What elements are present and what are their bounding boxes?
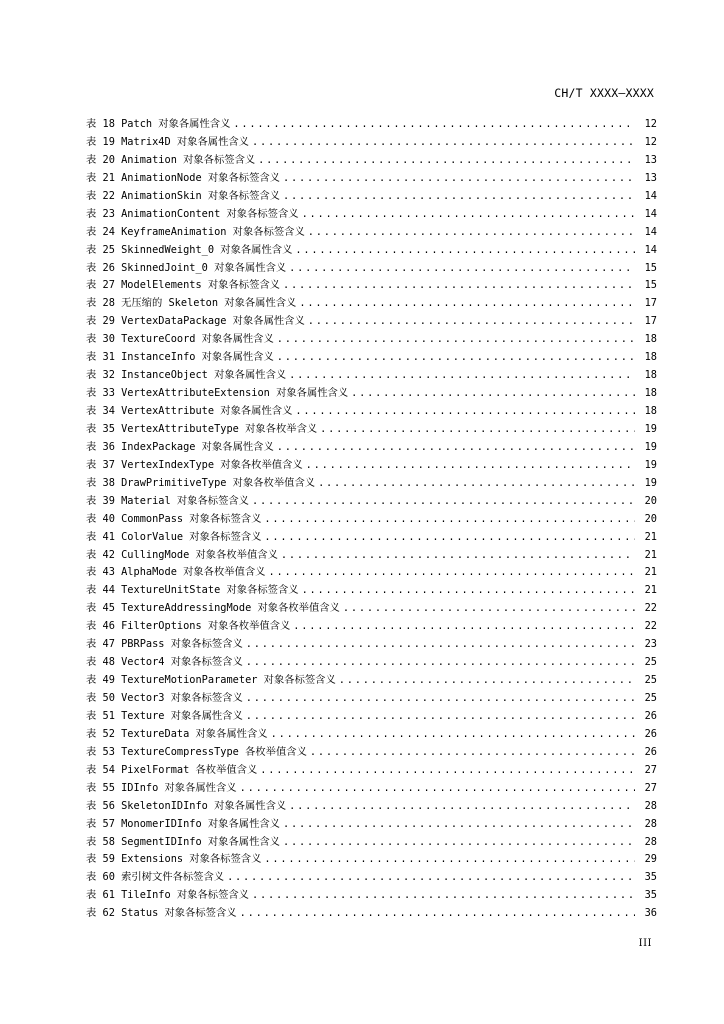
toc-entry-title: 表 42 CullingMode 对象各枚举值含义 xyxy=(86,548,278,561)
toc-dot-leader xyxy=(289,260,635,278)
toc-entry-title: 表 36 IndexPackage 对象各属性含义 xyxy=(86,440,274,453)
toc-entry[interactable] xyxy=(86,277,657,295)
toc-entry-page: 29 xyxy=(644,853,657,866)
toc-dot-leader xyxy=(302,206,635,224)
toc-entry-title: 表 46 FilterOptions 对象各枚举值含义 xyxy=(86,620,291,633)
toc-entry-title: 表 32 InstanceObject 对象各属性含义 xyxy=(86,369,287,382)
toc-entry[interactable] xyxy=(86,582,657,600)
toc-dot-leader xyxy=(339,672,635,690)
toc-entry-page: 17 xyxy=(644,315,657,328)
toc-entry-title: 表 59 Extensions 对象各标签含义 xyxy=(86,853,262,866)
toc-entry-page: 26 xyxy=(644,709,657,722)
toc-entry-page: 21 xyxy=(644,566,657,579)
toc-entry-page: 18 xyxy=(644,369,657,382)
toc-entry[interactable] xyxy=(86,349,657,367)
toc-entry[interactable] xyxy=(86,242,657,260)
toc-dot-leader xyxy=(258,152,635,170)
toc-entry-title: 表 18 Patch 对象各属性含义 xyxy=(86,118,231,130)
toc-dot-leader xyxy=(233,116,635,134)
toc-dot-leader xyxy=(246,708,635,726)
toc-entry-title: 表 51 Texture 对象各属性含义 xyxy=(86,709,243,722)
toc-dot-leader xyxy=(289,367,635,385)
toc-dot-leader xyxy=(295,242,635,260)
toc-entry[interactable] xyxy=(86,475,657,493)
toc-entry-page: 18 xyxy=(644,405,657,417)
toc-entry-page: 22 xyxy=(644,602,657,615)
toc-entry[interactable] xyxy=(86,206,657,224)
toc-entry-title: 表 27 ModelElements 对象各标签含义 xyxy=(86,279,280,292)
toc-dot-leader xyxy=(252,493,635,511)
toc-dot-leader xyxy=(277,439,635,457)
toc-entry-title: 表 30 TextureCoord 对象各属性含义 xyxy=(86,333,274,346)
toc-entry[interactable] xyxy=(86,798,657,816)
toc-dot-leader xyxy=(318,475,635,493)
toc-entry-title: 表 52 TextureData 对象各属性含义 xyxy=(86,727,268,740)
toc-dot-leader xyxy=(264,851,635,869)
toc-entry-title: 表 49 TextureMotionParameter 对象各标签含义 xyxy=(86,674,336,687)
toc-entry[interactable] xyxy=(86,403,657,421)
toc-entry-title: 表 19 Matrix4D 对象各属性含义 xyxy=(86,135,249,148)
toc-entry-title: 表 47 PBRPass 对象各标签含义 xyxy=(86,638,243,651)
toc-entry-title: 表 25 SkinnedWeight_0 对象各属性含义 xyxy=(86,243,293,256)
toc-dot-leader xyxy=(260,762,635,780)
toc-entry-title: 表 41 ColorValue 对象各标签含义 xyxy=(86,530,262,543)
toc-entry-title: 表 20 Animation 对象各标签含义 xyxy=(86,153,256,166)
standard-code-header: CH/T XXXX—XXXX xyxy=(554,86,654,100)
toc-entry[interactable] xyxy=(86,672,657,690)
toc-entry[interactable] xyxy=(86,188,657,206)
toc-dot-leader xyxy=(252,887,635,905)
toc-entry-title: 表 54 PixelFormat 各枚举值含义 xyxy=(86,763,258,776)
toc-dot-leader xyxy=(310,744,635,762)
toc-dot-leader xyxy=(240,905,635,923)
toc-entry-title: 表 22 AnimationSkin 对象各标签含义 xyxy=(86,189,280,202)
toc-dot-leader xyxy=(277,331,635,349)
toc-entry-page: 23 xyxy=(644,638,657,651)
toc-entry-page: 14 xyxy=(644,243,657,256)
toc-entry[interactable] xyxy=(86,331,657,349)
toc-entry-page: 19 xyxy=(644,476,657,489)
toc-entry-page: 14 xyxy=(644,225,657,238)
toc-entry-page: 18 xyxy=(644,387,657,400)
toc-entry-page: 19 xyxy=(644,458,657,471)
toc-entry[interactable] xyxy=(86,816,657,834)
toc-dot-leader xyxy=(302,582,635,600)
toc-entry-page: 12 xyxy=(644,118,657,130)
toc-entry-title: 表 31 InstanceInfo 对象各属性含义 xyxy=(86,351,274,364)
toc-dot-leader xyxy=(299,295,635,313)
toc-entry-page: 15 xyxy=(644,261,657,274)
toc-entry[interactable] xyxy=(86,618,657,636)
toc-dot-leader xyxy=(320,421,635,439)
toc-dot-leader xyxy=(283,277,635,295)
toc-entry-page: 36 xyxy=(644,907,657,920)
toc-dot-leader xyxy=(227,869,635,887)
toc-entry[interactable] xyxy=(86,744,657,762)
toc-dot-leader xyxy=(264,511,635,529)
toc-dot-leader xyxy=(283,816,635,834)
toc-entry[interactable] xyxy=(86,152,657,170)
toc-dot-leader xyxy=(343,600,635,618)
toc-entry[interactable] xyxy=(86,385,657,403)
toc-entry[interactable] xyxy=(86,457,657,475)
toc-entry-title: 表 21 AnimationNode 对象各标签含义 xyxy=(86,171,280,184)
toc-entry[interactable] xyxy=(86,905,657,923)
toc-entry[interactable] xyxy=(86,313,657,331)
toc-entry-page: 12 xyxy=(644,135,657,148)
toc-entry-page: 27 xyxy=(644,781,657,794)
toc-entry[interactable] xyxy=(86,367,657,385)
toc-entry-page: 26 xyxy=(644,745,657,758)
toc-entry-page: 21 xyxy=(644,530,657,543)
toc-entry-page: 26 xyxy=(644,727,657,740)
toc-dot-leader xyxy=(277,349,635,367)
toc-entry-page: 13 xyxy=(644,153,657,166)
toc-entry[interactable] xyxy=(86,708,657,726)
toc-entry[interactable] xyxy=(86,421,657,439)
toc-entry[interactable] xyxy=(86,116,657,134)
toc-entry-page: 15 xyxy=(644,279,657,292)
toc-dot-leader xyxy=(283,170,635,188)
toc-entry-page: 28 xyxy=(644,817,657,830)
toc-entry-page: 35 xyxy=(644,871,657,884)
toc-entry[interactable] xyxy=(86,439,657,457)
toc-entry-page: 18 xyxy=(644,351,657,364)
toc-dot-leader xyxy=(308,313,635,331)
toc-entry-page: 20 xyxy=(644,512,657,525)
toc-entry-page: 25 xyxy=(644,656,657,669)
toc-entry-title: 表 29 VertexDataPackage 对象各属性含义 xyxy=(86,315,305,328)
toc-entry-title: 表 24 KeyframeAnimation 对象各标签含义 xyxy=(86,225,305,238)
toc-entry-page: 25 xyxy=(644,692,657,704)
toc-entry-title: 表 61 TileInfo 对象各标签含义 xyxy=(86,889,249,902)
toc-entry-title: 表 37 VertexIndexType 对象各枚举值含义 xyxy=(86,458,303,471)
toc-dot-leader xyxy=(306,457,635,475)
toc-entry-page: 19 xyxy=(644,440,657,453)
toc-entry-page: 28 xyxy=(644,835,657,848)
toc-dot-leader xyxy=(264,529,635,547)
toc-entry-title: 表 40 CommonPass 对象各标签含义 xyxy=(86,512,262,525)
toc-dot-leader xyxy=(308,224,635,242)
toc-entry[interactable] xyxy=(86,654,657,672)
toc-entry-title: 表 50 Vector3 对象各标签含义 xyxy=(86,692,243,704)
toc-entry-title: 表 45 TextureAddressingMode 对象各枚举值含义 xyxy=(86,602,340,615)
toc-dot-leader xyxy=(351,385,635,403)
toc-entry-page: 22 xyxy=(644,620,657,633)
toc-entry-title: 表 34 VertexAttribute 对象各属性含义 xyxy=(86,405,293,417)
toc-entry[interactable] xyxy=(86,600,657,618)
toc-entry-title: 表 57 MonomerIDInfo 对象各属性含义 xyxy=(86,817,280,830)
toc-entry-title: 表 48 Vector4 对象各标签含义 xyxy=(86,656,243,669)
toc-entry-title: 表 60 索引树文件各标签含义 xyxy=(86,871,225,884)
toc-dot-leader xyxy=(246,690,635,708)
toc-dot-leader xyxy=(252,134,635,152)
table-of-contents-list xyxy=(86,116,657,923)
toc-entry-page: 21 xyxy=(644,584,657,597)
toc-entry-title: 表 39 Material 对象各标签含义 xyxy=(86,494,249,507)
toc-entry-page: 28 xyxy=(644,799,657,812)
toc-entry[interactable] xyxy=(86,762,657,780)
toc-dot-leader xyxy=(283,188,635,206)
toc-entry-page: 27 xyxy=(644,763,657,776)
toc-entry[interactable] xyxy=(86,869,657,887)
toc-dot-leader xyxy=(295,403,635,421)
page-number: III xyxy=(638,938,652,949)
toc-entry-title: 表 53 TextureCompressType 各枚举值含义 xyxy=(86,745,307,758)
toc-entry[interactable] xyxy=(86,547,657,565)
toc-dot-leader xyxy=(271,726,635,744)
toc-entry[interactable] xyxy=(86,636,657,654)
toc-dot-leader xyxy=(289,798,635,816)
toc-entry-title: 表 35 VertexAttributeType 对象各枚举含义 xyxy=(86,422,318,435)
toc-entry-title: 表 43 AlphaMode 对象各枚举值含义 xyxy=(86,566,266,579)
toc-entry[interactable] xyxy=(86,295,657,313)
toc-entry[interactable] xyxy=(86,511,657,529)
toc-entry-page: 18 xyxy=(644,333,657,346)
toc-entry-title: 表 58 SegmentIDInfo 对象各属性含义 xyxy=(86,835,280,848)
toc-entry[interactable] xyxy=(86,690,657,708)
toc-dot-leader xyxy=(268,564,635,582)
toc-dot-leader xyxy=(283,834,635,852)
toc-entry[interactable] xyxy=(86,170,657,188)
toc-entry[interactable] xyxy=(86,564,657,582)
toc-entry-title: 表 28 无压缩的 Skeleton 对象各属性含义 xyxy=(86,297,297,310)
toc-entry-page: 17 xyxy=(644,297,657,310)
toc-entry[interactable] xyxy=(86,134,657,152)
toc-entry[interactable] xyxy=(86,726,657,744)
toc-dot-leader xyxy=(246,654,635,672)
toc-entry-title: 表 33 VertexAttributeExtension 对象各属性含义 xyxy=(86,387,349,400)
toc-entry[interactable] xyxy=(86,887,657,905)
toc-entry-page: 14 xyxy=(644,207,657,220)
toc-entry[interactable] xyxy=(86,260,657,278)
toc-entry-title: 表 44 TextureUnitState 对象各标签含义 xyxy=(86,584,299,597)
toc-entry-page: 21 xyxy=(644,548,657,561)
toc-dot-leader xyxy=(293,618,635,636)
toc-entry-page: 14 xyxy=(644,189,657,202)
header-divider xyxy=(86,106,656,107)
toc-dot-leader xyxy=(240,780,635,798)
toc-entry-page: 19 xyxy=(644,422,657,435)
toc-entry-title: 表 56 SkeletonIDInfo 对象各属性含义 xyxy=(86,799,287,812)
toc-entry[interactable] xyxy=(86,780,657,798)
toc-entry-page: 20 xyxy=(644,494,657,507)
toc-entry-page: 25 xyxy=(644,674,657,687)
toc-entry[interactable] xyxy=(86,834,657,852)
toc-entry-title: 表 62 Status 对象各标签含义 xyxy=(86,907,237,920)
toc-entry-title: 表 26 SkinnedJoint_0 对象各属性含义 xyxy=(86,261,287,274)
toc-dot-leader xyxy=(246,636,635,654)
toc-entry-page: 35 xyxy=(644,889,657,902)
toc-entry-title: 表 23 AnimationContent 对象各标签含义 xyxy=(86,207,299,220)
toc-entry-page: 13 xyxy=(644,171,657,184)
toc-entry[interactable] xyxy=(86,224,657,242)
toc-entry-title: 表 38 DrawPrimitiveType 对象各枚举值含义 xyxy=(86,476,316,489)
toc-dot-leader xyxy=(281,547,635,565)
toc-entry[interactable] xyxy=(86,529,657,547)
toc-entry[interactable] xyxy=(86,493,657,511)
toc-entry[interactable] xyxy=(86,851,657,869)
toc-entry-title: 表 55 IDInfo 对象各属性含义 xyxy=(86,781,237,794)
